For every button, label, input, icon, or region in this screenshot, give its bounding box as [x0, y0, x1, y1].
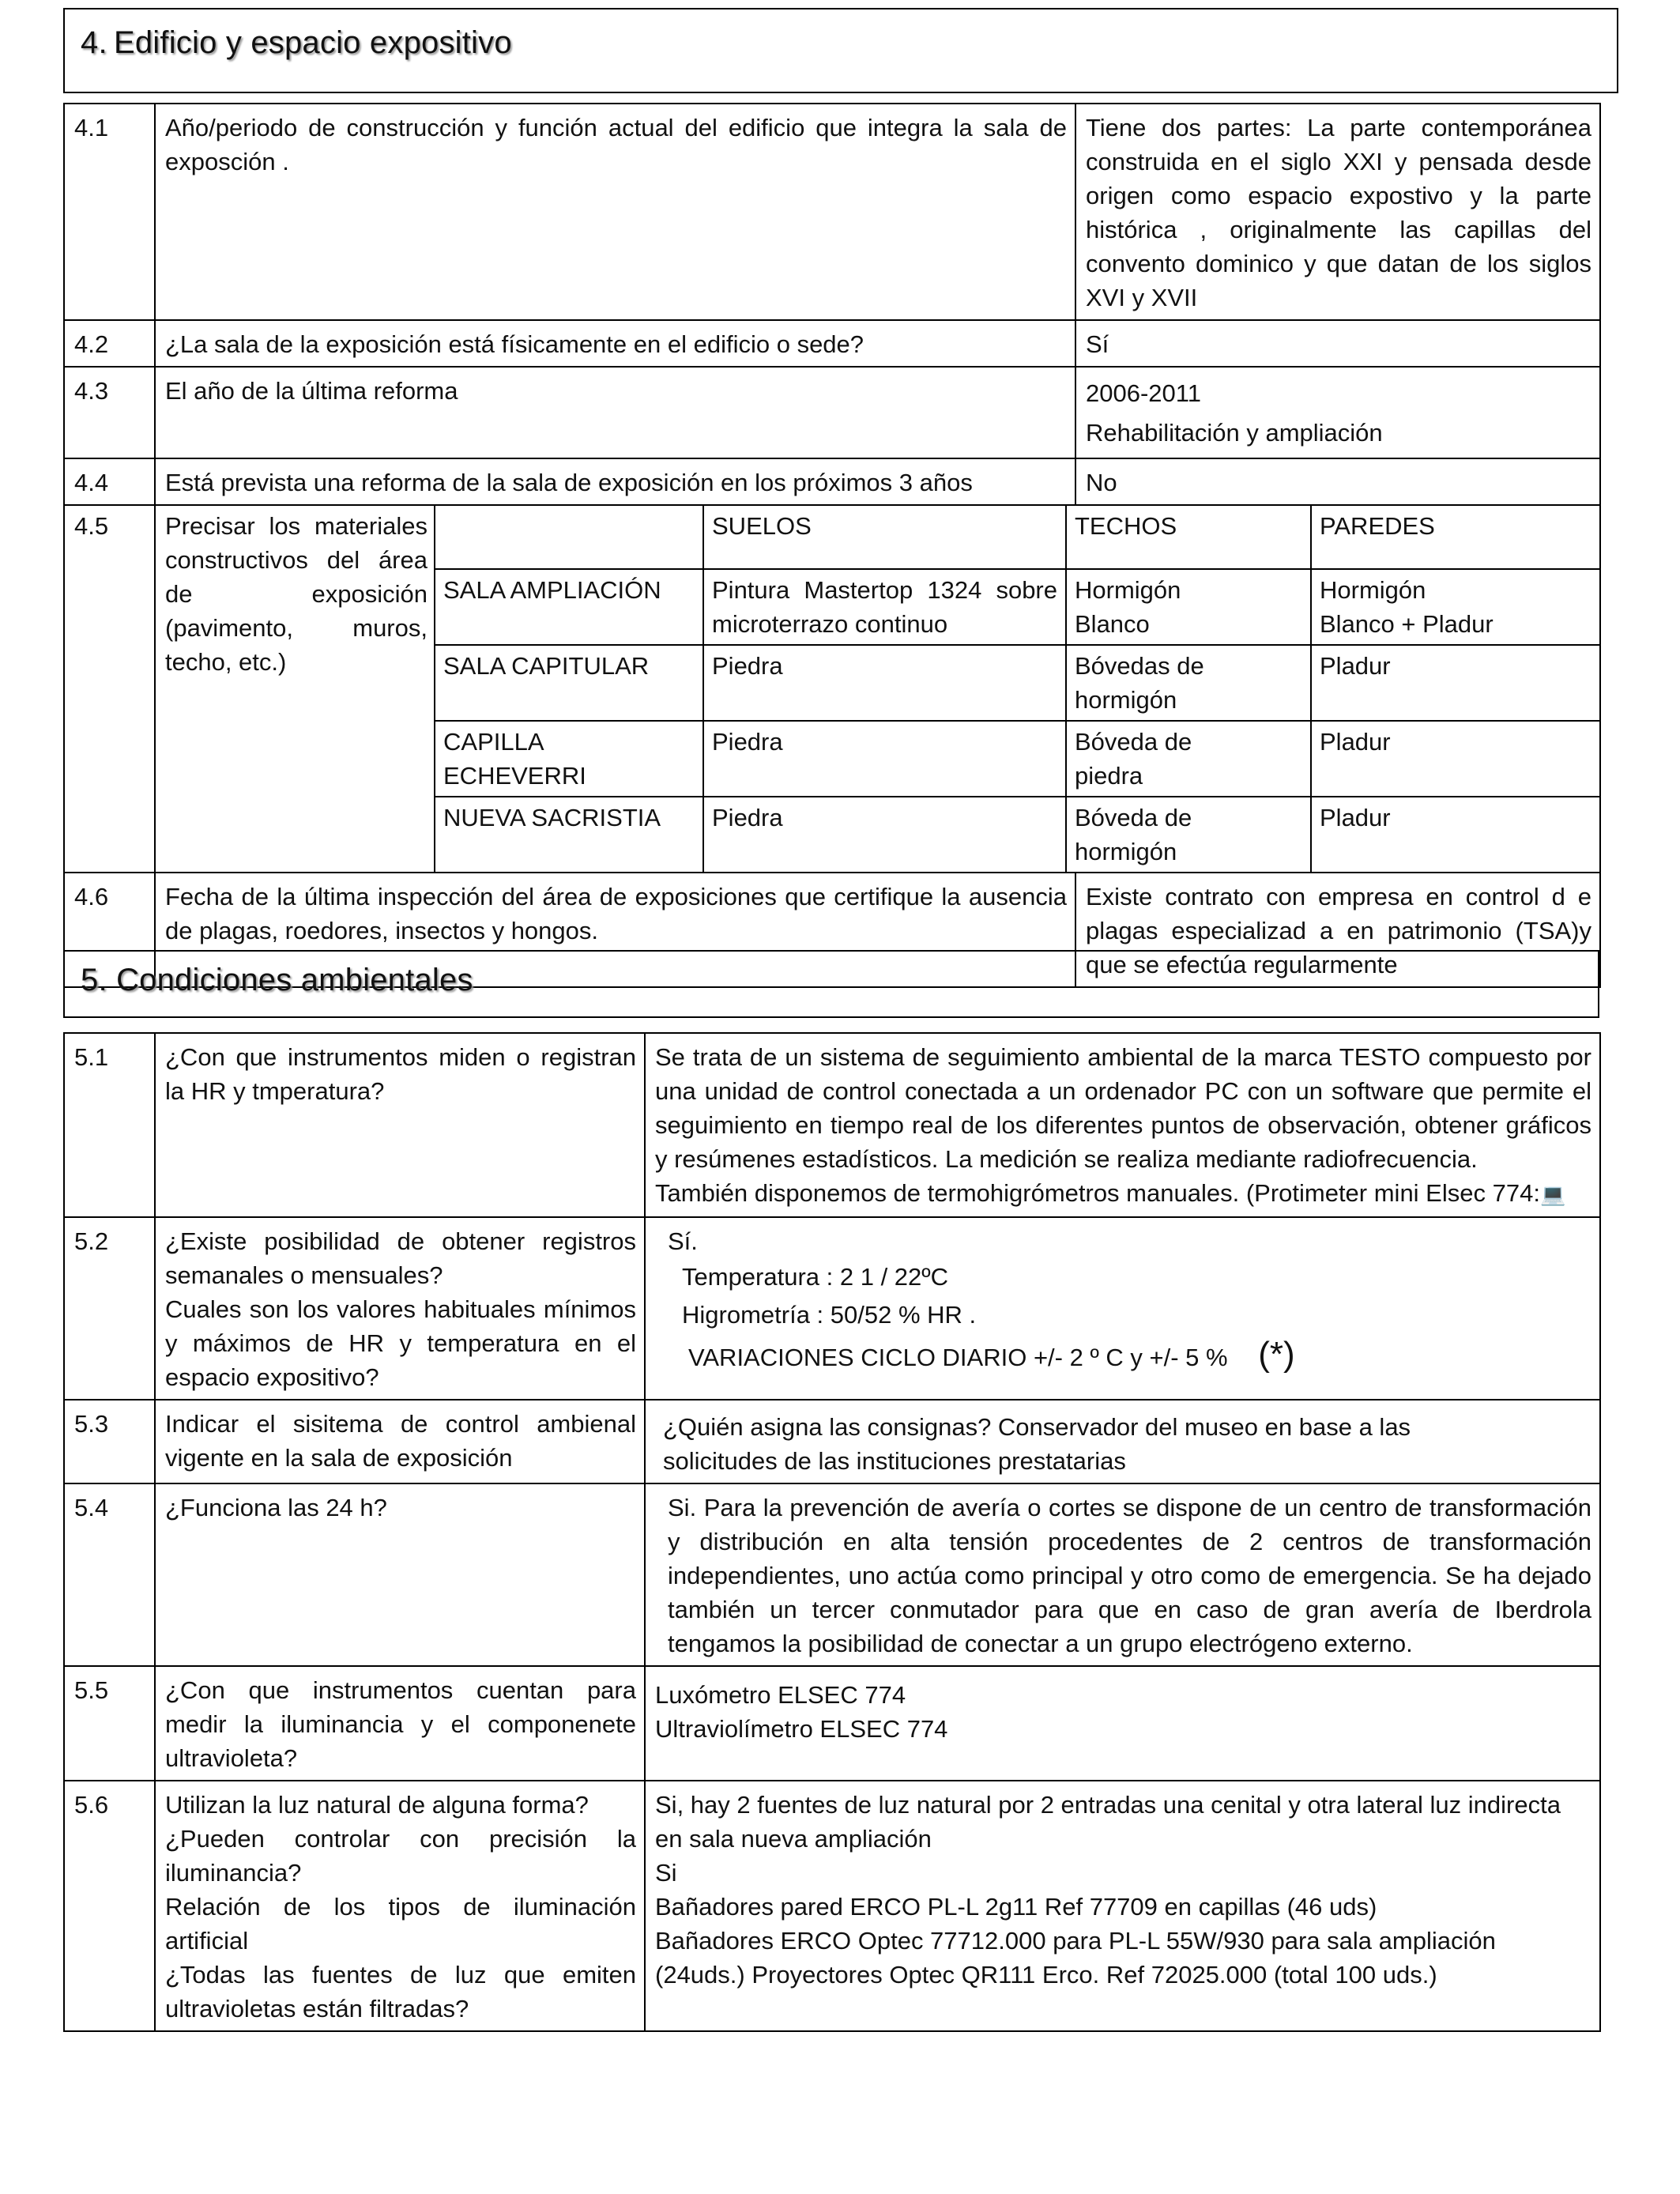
section-4-header — [63, 8, 1618, 93]
suelos-value: Piedra — [703, 797, 1066, 872]
table-row — [64, 104, 1600, 320]
row-number: 5.6 — [64, 1781, 155, 2031]
row-number: 4.2 — [64, 320, 155, 367]
row-number: 4.1 — [64, 104, 155, 320]
answer-cell: Existe contrato con empresa en control d e plagas especializad a en patrimonio (TSA)y que se efectúa regularmente — [1075, 873, 1600, 987]
answer-line: Temperatura : 2 1 / 22ºC — [682, 1263, 948, 1291]
answer-cell: Si. Para la prevención de avería o cortes se dispone de un centro de transformación y distribución en alta tensión procedentes de 2 centros de transformación independientes, uno actúa como principal y otro como de emergencia. Se ha dejado también un tercer conmutador para que en caso de gran avería de Iberdrola tengamos la posibilidad de conectar a un grupo electrógeno externo. — [645, 1483, 1600, 1666]
answer-cell: Si, hay 2 fuentes de luz natural por 2 entradas una cenital y otra lateral luz indirecta en sala nueva ampliación Si Bañadores pared ERCO PL-L 2g11 Ref 77709 en capillas (46 uds) Bañadores ERCO Optec 77712.000 para PL-L 55W/930 para sala ampliación (24uds.) Proyectores Optec QR111 Erco. Ref 72025.000 (total 100 uds.) — [645, 1781, 1600, 2031]
materials-table — [434, 506, 1599, 872]
row-number: 5.3 — [64, 1400, 155, 1483]
room-name: SALA AMPLIACIÓN — [435, 569, 703, 645]
question-cell: Año/periodo de construcción y función actual del edificio que integra la sala de exposción . — [155, 104, 1075, 320]
materials-row — [435, 721, 1599, 797]
materials-row — [435, 569, 1599, 645]
answer-line-row — [668, 1334, 1591, 1378]
room-name: SALA CAPITULAR — [435, 645, 703, 721]
materials-cell — [155, 505, 1600, 873]
table-row — [64, 1033, 1600, 1217]
materials-header-blank — [435, 506, 703, 569]
table-row — [64, 1483, 1600, 1666]
paredes-value: Pladur — [1311, 645, 1599, 721]
question-cell — [155, 1217, 645, 1400]
answer-cell: Luxómetro ELSEC 774 Ultraviolímetro ELSEC 774 — [645, 1666, 1600, 1781]
table-row — [64, 367, 1600, 458]
materials-row — [435, 645, 1599, 721]
row-number: 5.4 — [64, 1483, 155, 1666]
section-4-table — [63, 103, 1601, 988]
footnote-mark: (*) — [1258, 1335, 1295, 1374]
room-name: NUEVA SACRISTIA — [435, 797, 703, 872]
paredes-value: Pladur — [1311, 797, 1599, 872]
question-cell: ¿Con que instrumentos cuentan para medir la iluminancia y el componenete ultravioleta? — [155, 1666, 645, 1781]
answer-cell: 2006-2011 Rehabilitación y ampliación — [1075, 367, 1600, 458]
answer-extra: También disponemos de termohigrómetros manuales. (Protimeter mini Elsec 774: — [655, 1179, 1540, 1207]
section-5-header — [63, 950, 1599, 1018]
answer-cell: Tiene dos partes: La parte contemporánea construida en el siglo XXI y pensada desde origen como espacio expostivo y la parte histórica , originalmente las capillas del convento dominico y que datan de los siglos XVI y XVII — [1075, 104, 1600, 320]
section-5-title: 5. Condiciones ambientales — [81, 963, 473, 997]
question-cell: El año de la última reforma — [155, 367, 1075, 458]
section-5-table — [63, 1032, 1601, 2032]
question-cell: ¿La sala de la exposición está físicamente en el edificio o sede? — [155, 320, 1075, 367]
suelos-value: Piedra — [703, 721, 1066, 797]
answer-cell: Sí — [1075, 320, 1600, 367]
answer-cell: ¿Quién asigna las consignas? Conservador del museo en base a las solicitudes de las instituciones prestatarias — [645, 1400, 1600, 1483]
suelos-value: Pintura Mastertop 1324 sobre microterrazo continuo — [703, 569, 1066, 645]
computer-icon: 💻 — [1539, 1182, 1566, 1206]
answer-cell — [645, 1033, 1600, 1217]
row-number: 4.3 — [64, 367, 155, 458]
question-extra: Cuales son los valores habituales mínimos y máximos de HR y temperatura en el espacio expositivo? — [165, 1295, 636, 1391]
materials-header-suelos: SUELOS — [703, 506, 1066, 569]
table-row — [64, 320, 1600, 367]
answer-cell — [645, 1217, 1600, 1400]
suelos-value: Piedra — [703, 645, 1066, 721]
row-number: 4.5 — [64, 505, 155, 873]
materials-header-row — [435, 506, 1599, 569]
techos-value: Bóveda de hormigón — [1066, 797, 1311, 872]
materials-header-techos: TECHOS — [1066, 506, 1311, 569]
answer-text: Se trata de un sistema de seguimiento ambiental de la marca TESTO compuesto por una unidad de control conectada a un ordenador PC con un software que permite el seguimiento en tiempo real de los diferentes puntos de observación, obtener gráficos y resúmenes estadísticos. La medición se realiza mediante radiofrecuencia. — [655, 1043, 1591, 1173]
paredes-value: Pladur — [1311, 721, 1599, 797]
table-row — [64, 505, 1600, 873]
room-name: CAPILLA ECHEVERRI — [435, 721, 703, 797]
paredes-value: Hormigón Blanco + Pladur — [1311, 569, 1599, 645]
techos-value: Bóveda de piedra — [1066, 721, 1311, 797]
section-4-title: 4. Edificio y espacio expositivo — [81, 25, 512, 60]
table-row — [64, 1666, 1600, 1781]
answer-line: Sí. — [668, 1227, 698, 1255]
answer-line: Higrometría : 50/52 % HR . — [682, 1301, 977, 1329]
question-cell: Indicar el sisitema de control ambienal vigente en la sala de exposición — [155, 1400, 645, 1483]
table-row — [64, 1781, 1600, 2031]
question-cell: Precisar los materiales constructivos del área de exposición (pavimento, muros, techo, etc.) — [165, 512, 428, 676]
row-number: 5.1 — [64, 1033, 155, 1217]
question-cell: Utilizan la luz natural de alguna forma? ¿Pueden controlar con precisión la iluminancia? Relación de los tipos de iluminación artificial ¿Todas las fuentes de luz que emiten ultravioletas están filtradas? — [155, 1781, 645, 2031]
row-number: 5.5 — [64, 1666, 155, 1781]
table-row — [64, 1217, 1600, 1400]
materials-header-paredes: PAREDES — [1311, 506, 1599, 569]
question-cell: Está prevista una reforma de la sala de exposición en los próximos 3 años — [155, 458, 1075, 505]
materials-row — [435, 797, 1599, 872]
question-cell: Fecha de la última inspección del área de exposiciones que certifique la ausencia de plagas, roedores, insectos y hongos. — [155, 873, 1075, 987]
question-cell: ¿Con que instrumentos miden o registran la HR y tmperatura? — [155, 1033, 645, 1217]
techos-value: Hormigón Blanco — [1066, 569, 1311, 645]
table-row — [64, 458, 1600, 505]
table-row — [64, 1400, 1600, 1483]
question-text: ¿Existe posibilidad de obtener registros semanales o mensuales? — [165, 1227, 636, 1289]
row-number: 4.6 — [64, 873, 155, 987]
answer-line: VARIACIONES CICLO DIARIO +/- 2 º C y +/- 5 % — [688, 1344, 1228, 1371]
techos-value: Bóvedas de hormigón — [1066, 645, 1311, 721]
answer-cell: No — [1075, 458, 1600, 505]
row-number: 4.4 — [64, 458, 155, 505]
question-cell: ¿Funciona las 24 h? — [155, 1483, 645, 1666]
row-number: 5.2 — [64, 1217, 155, 1400]
